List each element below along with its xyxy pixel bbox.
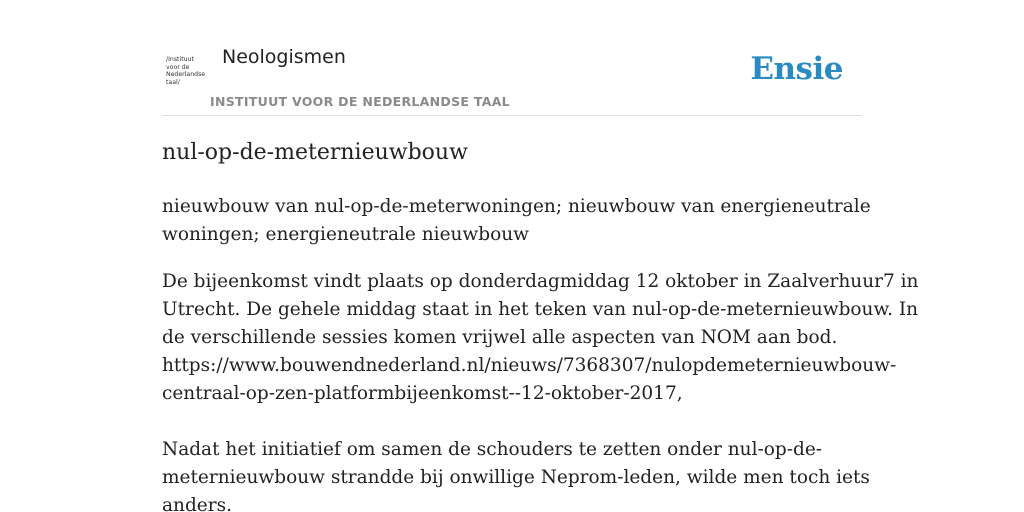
- entry-example: [162, 268, 919, 408]
- example-line: anders.: [162, 495, 232, 512]
- entry-definition: [162, 193, 871, 249]
- entry-term: nul-op-de-meternieuwbouw: [162, 140, 468, 165]
- ensie-logo[interactable]: Ensie: [750, 51, 843, 87]
- example-line: De bijeenkomst vindt plaats op donderdagmiddag 12 oktober in Zaalverhuur7 in: [162, 271, 919, 292]
- header-divider: [162, 115, 862, 116]
- institute-logo[interactable]: /Instituut voor de Nederlandse taal/: [166, 56, 206, 86]
- example-line: meternieuwbouw strandde bij onwillige Neprom-leden, wilde men toch iets: [162, 467, 870, 488]
- institute-name: INSTITUUT VOOR DE NEDERLANDSE TAAL: [210, 94, 510, 109]
- entry-example-2: [162, 436, 870, 512]
- example-source-link[interactable]: centraal-op-zen-platformbijeenkomst--12-oktober-2017,: [162, 383, 683, 404]
- definition-line: woningen; energieneutrale nieuwbouw: [162, 224, 529, 245]
- example-source-link[interactable]: https://www.bouwendnederland.nl/nieuws/7368307/nulopdemeternieuwbouw-: [162, 355, 897, 376]
- example-line: Nadat het initiatief om samen de schouders te zetten onder nul-op-de-: [162, 439, 823, 460]
- example-line: de verschillende sessies komen vrijwel alle aspecten van NOM aan bod.: [162, 327, 838, 348]
- brand-title[interactable]: Neologismen: [222, 46, 346, 68]
- example-line: Utrecht. De gehele middag staat in het teken van nul-op-de-meternieuwbouw. In: [162, 299, 919, 320]
- definition-line: nieuwbouw van nul-op-de-meterwoningen; nieuwbouw van energieneutrale: [162, 196, 871, 217]
